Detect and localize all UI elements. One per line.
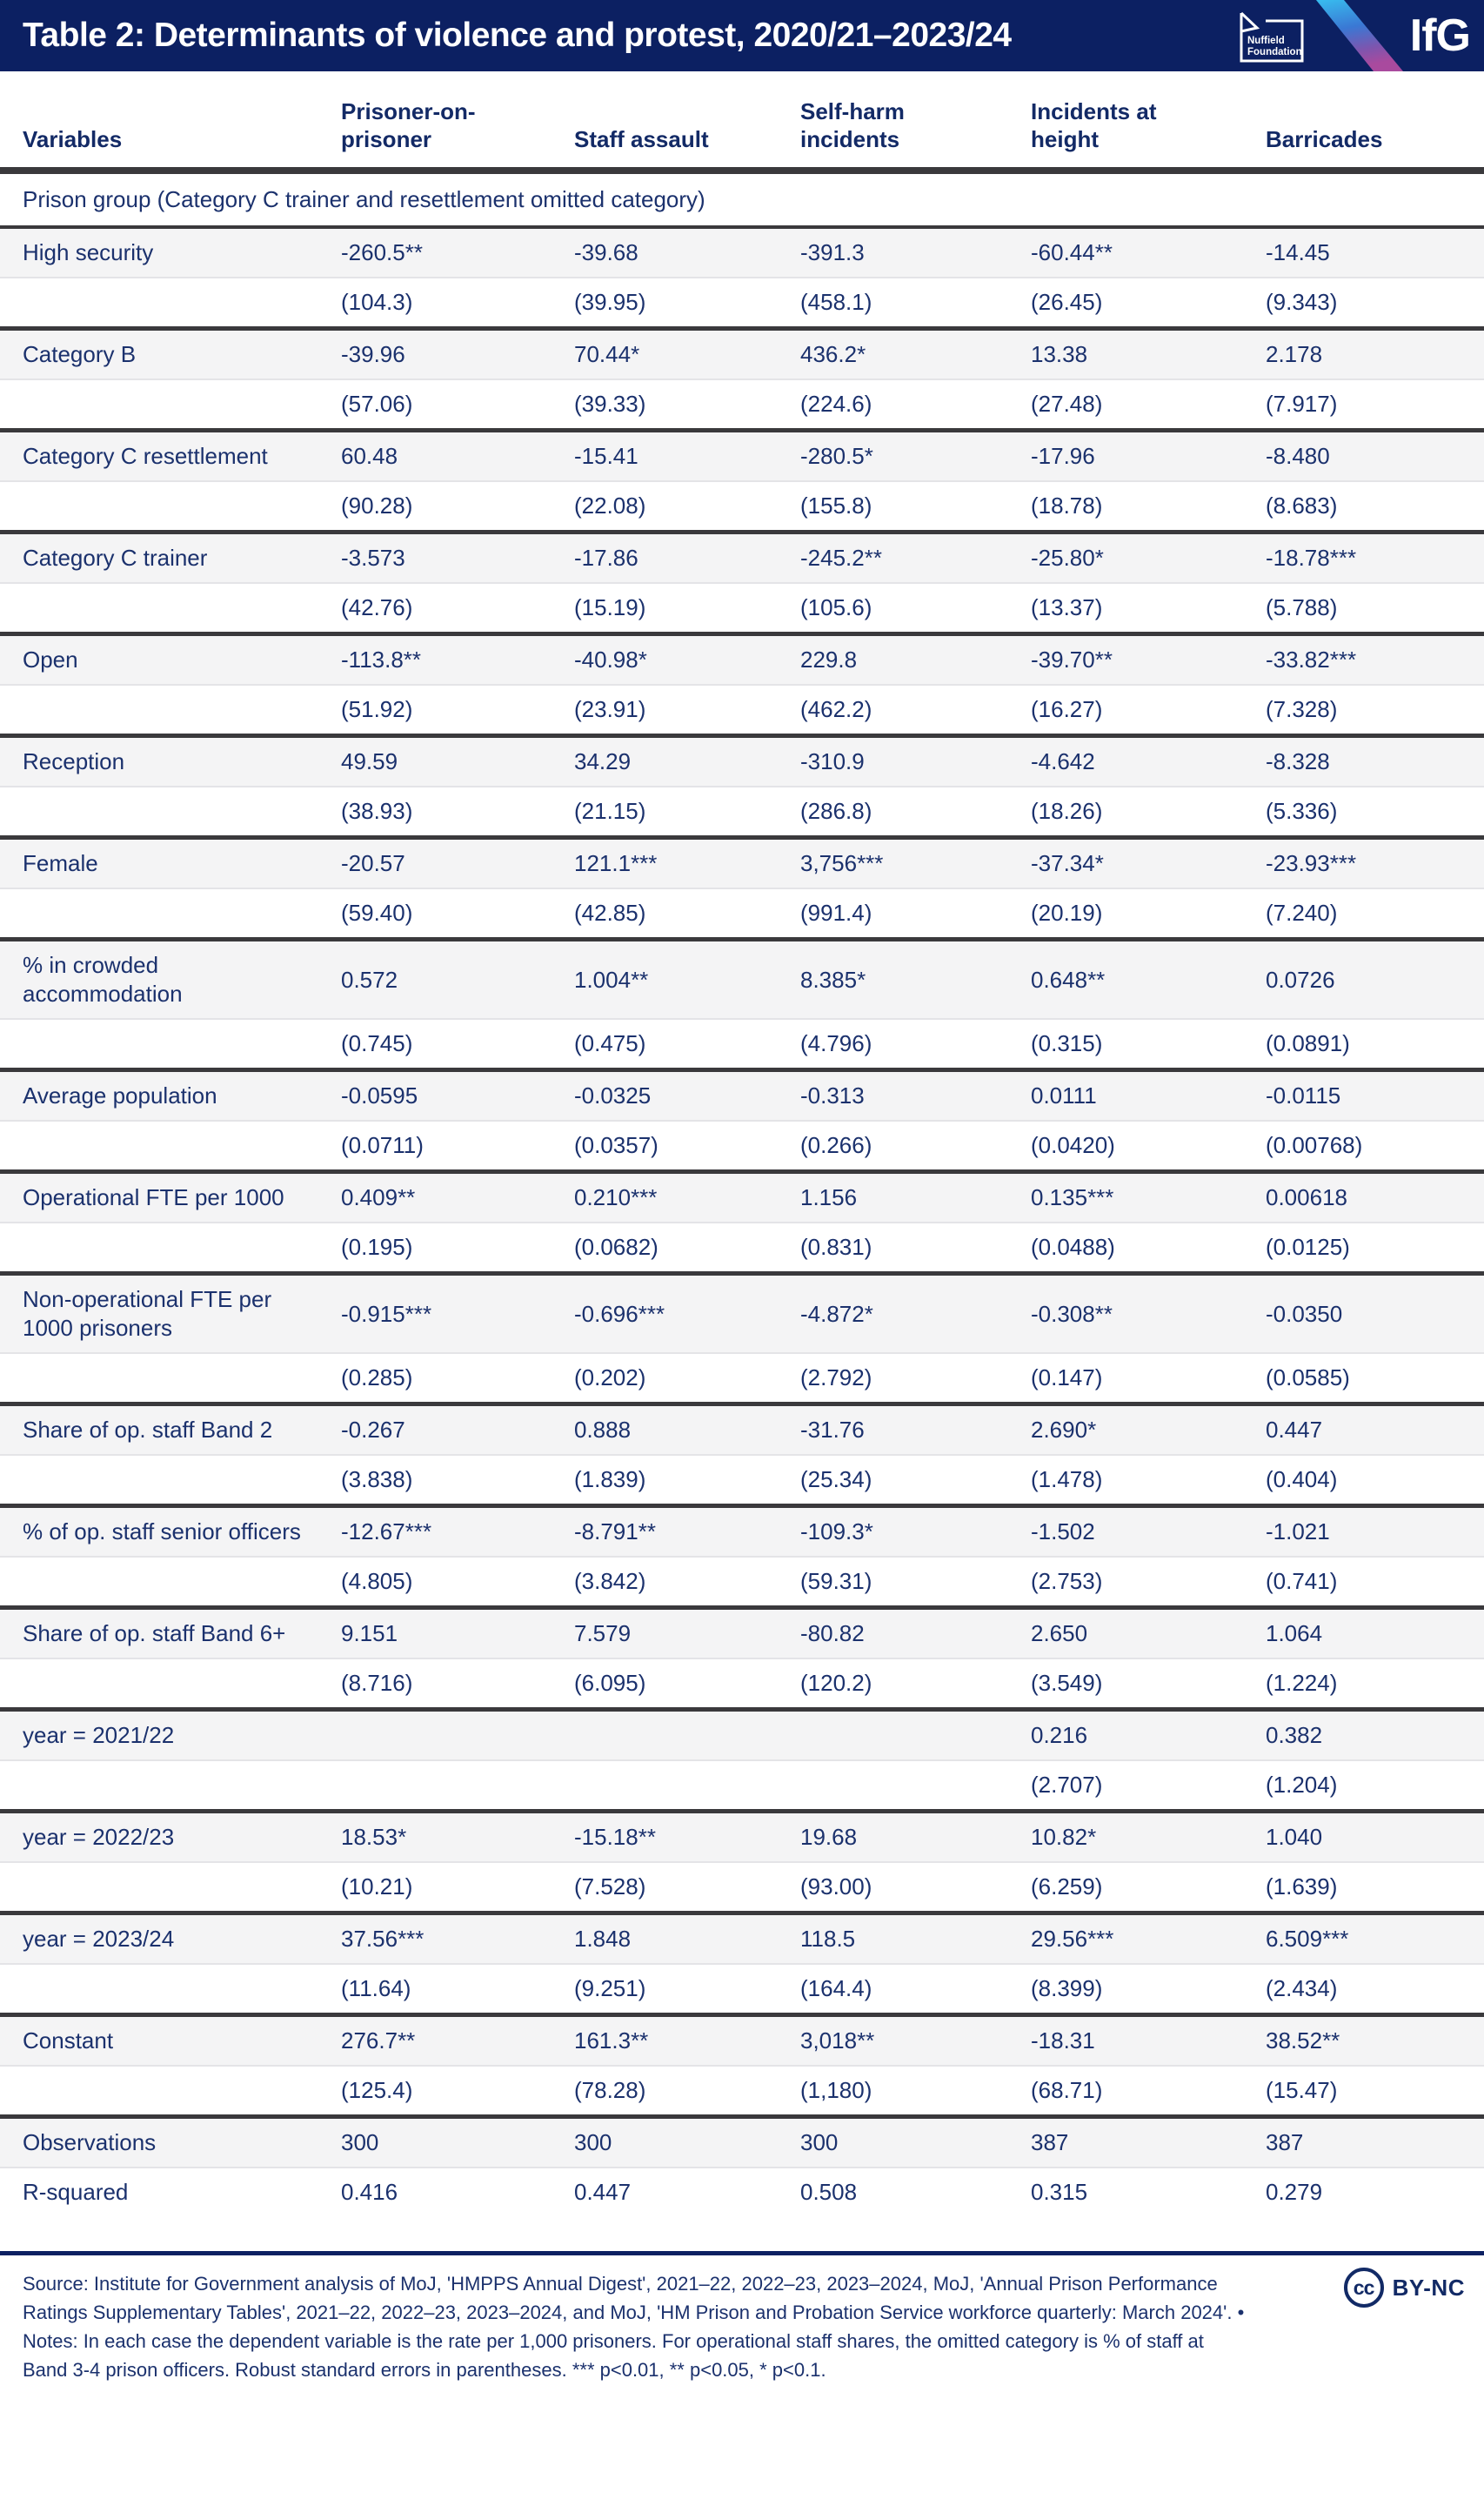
coef-cell: -1.021 bbox=[1245, 1506, 1484, 1558]
coef-cell: -260.5** bbox=[320, 227, 553, 278]
variable-label-empty bbox=[0, 787, 320, 838]
se-cell: (42.85) bbox=[553, 888, 779, 940]
se-cell: (0.831) bbox=[779, 1223, 1010, 1274]
variable-label: year = 2021/22 bbox=[0, 1710, 320, 1761]
variable-label: % in crowded accommodation bbox=[0, 940, 320, 1020]
variable-label: Category C trainer bbox=[0, 533, 320, 584]
summary-value: 387 bbox=[1010, 2117, 1245, 2168]
coef-cell: -109.3* bbox=[779, 1506, 1010, 1558]
coef-cell: 0.447 bbox=[1245, 1404, 1484, 1456]
table-row bbox=[0, 1913, 1484, 1965]
se-cell: (2.707) bbox=[1010, 1760, 1245, 1812]
se-row bbox=[0, 2066, 1484, 2117]
variable-label-empty bbox=[0, 1223, 320, 1274]
se-cell: (0.195) bbox=[320, 1223, 553, 1274]
se-cell: (0.315) bbox=[1010, 1019, 1245, 1070]
se-cell: (0.285) bbox=[320, 1353, 553, 1404]
coef-cell: 3,756*** bbox=[779, 838, 1010, 889]
coef-cell: -39.96 bbox=[320, 329, 553, 380]
se-cell: (155.8) bbox=[779, 481, 1010, 533]
variable-label-empty bbox=[0, 1862, 320, 1913]
se-cell: (8.683) bbox=[1245, 481, 1484, 533]
logo-group bbox=[1238, 0, 1470, 71]
variable-label-empty bbox=[0, 278, 320, 329]
table-row bbox=[0, 736, 1484, 787]
table-row bbox=[0, 838, 1484, 889]
coef-cell: -18.31 bbox=[1010, 2015, 1245, 2067]
coef-cell: 1.848 bbox=[553, 1913, 779, 1965]
table-row bbox=[0, 1172, 1484, 1223]
coef-cell: -60.44** bbox=[1010, 227, 1245, 278]
se-cell: (38.93) bbox=[320, 787, 553, 838]
summary-value: 0.279 bbox=[1245, 2168, 1484, 2216]
se-cell: (59.31) bbox=[779, 1557, 1010, 1608]
coef-cell: 8.385* bbox=[779, 940, 1010, 1020]
table-row bbox=[0, 1812, 1484, 1863]
se-cell: (458.1) bbox=[779, 278, 1010, 329]
observations-row bbox=[0, 2117, 1484, 2168]
coef-cell: 6.509*** bbox=[1245, 1913, 1484, 1965]
se-cell: (5.336) bbox=[1245, 787, 1484, 838]
coef-cell: 0.888 bbox=[553, 1404, 779, 1456]
coef-cell: -1.502 bbox=[1010, 1506, 1245, 1558]
coef-cell: -4.642 bbox=[1010, 736, 1245, 787]
se-cell: (286.8) bbox=[779, 787, 1010, 838]
table-body bbox=[0, 171, 1484, 2216]
se-cell: (13.37) bbox=[1010, 583, 1245, 634]
coef-cell bbox=[553, 1710, 779, 1761]
coef-cell: -4.872* bbox=[779, 1274, 1010, 1354]
coef-cell: -0.0595 bbox=[320, 1070, 553, 1122]
se-cell: (224.6) bbox=[779, 379, 1010, 431]
coef-cell: -80.82 bbox=[779, 1608, 1010, 1659]
coef-cell: 38.52** bbox=[1245, 2015, 1484, 2067]
variable-label-empty bbox=[0, 1964, 320, 2015]
footer bbox=[0, 2255, 1484, 2414]
section-row bbox=[0, 171, 1484, 227]
se-cell: (0.00768) bbox=[1245, 1121, 1484, 1172]
se-cell: (6.095) bbox=[553, 1658, 779, 1710]
se-row bbox=[0, 1760, 1484, 1812]
variable-label: Category C resettlement bbox=[0, 431, 320, 482]
se-cell: (23.91) bbox=[553, 685, 779, 736]
se-cell: (462.2) bbox=[779, 685, 1010, 736]
variable-label: Female bbox=[0, 838, 320, 889]
se-row bbox=[0, 1019, 1484, 1070]
variable-label: High security bbox=[0, 227, 320, 278]
coef-cell: -310.9 bbox=[779, 736, 1010, 787]
table-row bbox=[0, 634, 1484, 686]
coef-cell: 1.040 bbox=[1245, 1812, 1484, 1863]
se-cell: (18.78) bbox=[1010, 481, 1245, 533]
table-row bbox=[0, 227, 1484, 278]
coef-cell: -18.78*** bbox=[1245, 533, 1484, 584]
coef-cell: -0.313 bbox=[779, 1070, 1010, 1122]
coef-cell: 0.648** bbox=[1010, 940, 1245, 1020]
se-cell: (120.2) bbox=[779, 1658, 1010, 1710]
coef-cell: 37.56*** bbox=[320, 1913, 553, 1965]
se-cell: (7.528) bbox=[553, 1862, 779, 1913]
coef-cell: 0.00618 bbox=[1245, 1172, 1484, 1223]
summary-label: Observations bbox=[0, 2117, 320, 2168]
cc-icon: cc bbox=[1344, 2268, 1384, 2308]
nuffield-logo-text-1: Nuffield bbox=[1247, 36, 1285, 46]
se-cell: (105.6) bbox=[779, 583, 1010, 634]
se-cell: (39.95) bbox=[553, 278, 779, 329]
variable-label: Share of op. staff Band 6+ bbox=[0, 1608, 320, 1659]
se-cell: (15.19) bbox=[553, 583, 779, 634]
coef-cell: -17.86 bbox=[553, 533, 779, 584]
coef-cell bbox=[779, 1710, 1010, 1761]
se-cell: (1.478) bbox=[1010, 1455, 1245, 1506]
coef-cell: 436.2* bbox=[779, 329, 1010, 380]
coef-cell: -39.68 bbox=[553, 227, 779, 278]
variable-label-empty bbox=[0, 685, 320, 736]
source-note: Source: Institute for Government analysis of MoJ, 'HMPPS Annual Digest', 2021–22, 2022–23, 2023–2024, MoJ, 'Annual Prison Performance Ratings Supplementary Tables', 2021–22, 2022–23, 2023–2024, and MoJ, 'HM Prison and Probation Service workforce quarterly: March 2024'. • Notes: In each case the dependent variable is the rate per 1,000 prisoners. For operational staff shares, the omitted category is % of staff at Band 3-4 prison officers. Robust standard errors in parentheses. *** p<0.01, ** p<0.05, * p<0.1. bbox=[23, 2273, 1245, 2381]
se-cell: (9.251) bbox=[553, 1964, 779, 2015]
column-header-self-harm-incidents: Self-harm incidents bbox=[779, 71, 1010, 171]
coef-cell: 0.210*** bbox=[553, 1172, 779, 1223]
coef-cell: 60.48 bbox=[320, 431, 553, 482]
variable-label: Average population bbox=[0, 1070, 320, 1122]
coef-cell: -12.67*** bbox=[320, 1506, 553, 1558]
column-header-incidents-at-height: Incidents at height bbox=[1010, 71, 1245, 171]
coef-cell: 2.650 bbox=[1010, 1608, 1245, 1659]
se-cell: (4.796) bbox=[779, 1019, 1010, 1070]
se-cell bbox=[320, 1760, 553, 1812]
summary-label: R-squared bbox=[0, 2168, 320, 2216]
se-cell: (0.0488) bbox=[1010, 1223, 1245, 1274]
se-cell: (1.839) bbox=[553, 1455, 779, 1506]
variable-label: % of op. staff senior officers bbox=[0, 1506, 320, 1558]
se-cell: (78.28) bbox=[553, 2066, 779, 2117]
coef-cell: 0.382 bbox=[1245, 1710, 1484, 1761]
regression-table bbox=[0, 71, 1484, 2216]
variable-label-empty bbox=[0, 481, 320, 533]
coef-cell: 1.064 bbox=[1245, 1608, 1484, 1659]
se-cell: (11.64) bbox=[320, 1964, 553, 2015]
se-cell: (27.48) bbox=[1010, 379, 1245, 431]
coef-cell: 70.44* bbox=[553, 329, 779, 380]
se-cell: (0.0357) bbox=[553, 1121, 779, 1172]
coef-cell: -23.93*** bbox=[1245, 838, 1484, 889]
variable-label: Constant bbox=[0, 2015, 320, 2067]
coef-cell: -0.0350 bbox=[1245, 1274, 1484, 1354]
se-cell: (1.204) bbox=[1245, 1760, 1484, 1812]
brand-stripe bbox=[1307, 0, 1408, 71]
variable-label: Non-operational FTE per 1000 prisoners bbox=[0, 1274, 320, 1354]
coef-cell: -20.57 bbox=[320, 838, 553, 889]
summary-value: 0.315 bbox=[1010, 2168, 1245, 2216]
table-row bbox=[0, 1070, 1484, 1122]
coef-cell: -31.76 bbox=[779, 1404, 1010, 1456]
se-row bbox=[0, 1121, 1484, 1172]
se-cell: (25.34) bbox=[779, 1455, 1010, 1506]
variable-label-empty bbox=[0, 379, 320, 431]
coef-cell: 13.38 bbox=[1010, 329, 1245, 380]
variable-label-empty bbox=[0, 583, 320, 634]
coef-cell: -0.267 bbox=[320, 1404, 553, 1456]
se-cell: (0.0711) bbox=[320, 1121, 553, 1172]
se-cell: (7.328) bbox=[1245, 685, 1484, 736]
table-row bbox=[0, 1608, 1484, 1659]
coef-cell: -25.80* bbox=[1010, 533, 1245, 584]
coef-cell: 19.68 bbox=[779, 1812, 1010, 1863]
nuffield-logo-text-2: Foundation bbox=[1247, 47, 1302, 57]
se-cell: (1.224) bbox=[1245, 1658, 1484, 1710]
coef-cell: 1.004** bbox=[553, 940, 779, 1020]
se-cell: (22.08) bbox=[553, 481, 779, 533]
coef-cell: 9.151 bbox=[320, 1608, 553, 1659]
se-row bbox=[0, 1455, 1484, 1506]
se-cell: (0.202) bbox=[553, 1353, 779, 1404]
se-cell: (2.792) bbox=[779, 1353, 1010, 1404]
se-row bbox=[0, 888, 1484, 940]
table-row bbox=[0, 1274, 1484, 1354]
coef-cell: 161.3** bbox=[553, 2015, 779, 2067]
variable-label: Reception bbox=[0, 736, 320, 787]
variable-label-empty bbox=[0, 2066, 320, 2117]
variable-label-empty bbox=[0, 1121, 320, 1172]
column-header-staff-assault: Staff assault bbox=[553, 71, 779, 171]
se-cell: (42.76) bbox=[320, 583, 553, 634]
coef-cell: -280.5* bbox=[779, 431, 1010, 482]
summary-value: 0.508 bbox=[779, 2168, 1010, 2216]
header-row bbox=[0, 71, 1484, 171]
se-cell: (51.92) bbox=[320, 685, 553, 736]
coef-cell: 0.409** bbox=[320, 1172, 553, 1223]
se-cell: (16.27) bbox=[1010, 685, 1245, 736]
variable-label-empty bbox=[0, 1019, 320, 1070]
se-cell: (7.917) bbox=[1245, 379, 1484, 431]
se-row bbox=[0, 481, 1484, 533]
se-cell: (21.15) bbox=[553, 787, 779, 838]
coef-cell: 0.572 bbox=[320, 940, 553, 1020]
coef-cell: -15.41 bbox=[553, 431, 779, 482]
coef-cell: 118.5 bbox=[779, 1913, 1010, 1965]
se-row bbox=[0, 278, 1484, 329]
se-cell: (0.741) bbox=[1245, 1557, 1484, 1608]
coef-cell: 34.29 bbox=[553, 736, 779, 787]
se-cell: (57.06) bbox=[320, 379, 553, 431]
se-cell: (15.47) bbox=[1245, 2066, 1484, 2117]
se-row bbox=[0, 1557, 1484, 1608]
coef-cell: -8.480 bbox=[1245, 431, 1484, 482]
se-cell: (26.45) bbox=[1010, 278, 1245, 329]
column-header-barricades: Barricades bbox=[1245, 71, 1484, 171]
variable-label-empty bbox=[0, 1658, 320, 1710]
se-cell: (8.399) bbox=[1010, 1964, 1245, 2015]
se-cell: (164.4) bbox=[779, 1964, 1010, 2015]
se-cell: (7.240) bbox=[1245, 888, 1484, 940]
se-cell: (0.0125) bbox=[1245, 1223, 1484, 1274]
coef-cell: -0.915*** bbox=[320, 1274, 553, 1354]
cc-by-nc-badge bbox=[1344, 2268, 1465, 2308]
table-row bbox=[0, 1710, 1484, 1761]
se-cell: (0.0682) bbox=[553, 1223, 779, 1274]
variable-label-empty bbox=[0, 1455, 320, 1506]
summary-value: 0.416 bbox=[320, 2168, 553, 2216]
coef-cell: 0.0111 bbox=[1010, 1070, 1245, 1122]
se-cell: (10.21) bbox=[320, 1862, 553, 1913]
se-cell: (3.842) bbox=[553, 1557, 779, 1608]
coef-cell: 18.53* bbox=[320, 1812, 553, 1863]
column-header-variables: Variables bbox=[0, 71, 320, 171]
table-row bbox=[0, 2015, 1484, 2067]
summary-value: 387 bbox=[1245, 2117, 1484, 2168]
se-cell bbox=[553, 1760, 779, 1812]
variable-label: Operational FTE per 1000 bbox=[0, 1172, 320, 1223]
se-cell: (4.805) bbox=[320, 1557, 553, 1608]
se-cell: (125.4) bbox=[320, 2066, 553, 2117]
coef-cell: -40.98* bbox=[553, 634, 779, 686]
se-row bbox=[0, 787, 1484, 838]
column-header-prisoner-on-prisoner: Prisoner-on-prisoner bbox=[320, 71, 553, 171]
se-cell: (39.33) bbox=[553, 379, 779, 431]
se-cell: (59.40) bbox=[320, 888, 553, 940]
coef-cell: -3.573 bbox=[320, 533, 553, 584]
summary-value: 300 bbox=[779, 2117, 1010, 2168]
coef-cell: -0.0325 bbox=[553, 1070, 779, 1122]
se-cell: (1.639) bbox=[1245, 1862, 1484, 1913]
coef-cell: -37.34* bbox=[1010, 838, 1245, 889]
table-row bbox=[0, 431, 1484, 482]
se-cell: (20.19) bbox=[1010, 888, 1245, 940]
coef-cell: 10.82* bbox=[1010, 1812, 1245, 1863]
se-cell: (0.404) bbox=[1245, 1455, 1484, 1506]
coef-cell: 3,018** bbox=[779, 2015, 1010, 2067]
se-row bbox=[0, 1223, 1484, 1274]
coef-cell: 49.59 bbox=[320, 736, 553, 787]
se-cell: (2.434) bbox=[1245, 1964, 1484, 2015]
se-cell: (8.716) bbox=[320, 1658, 553, 1710]
se-cell: (991.4) bbox=[779, 888, 1010, 940]
se-cell: (2.753) bbox=[1010, 1557, 1245, 1608]
se-cell: (90.28) bbox=[320, 481, 553, 533]
variable-label: year = 2023/24 bbox=[0, 1913, 320, 1965]
se-cell: (0.745) bbox=[320, 1019, 553, 1070]
table-row bbox=[0, 533, 1484, 584]
summary-value: 300 bbox=[553, 2117, 779, 2168]
variable-label: Category B bbox=[0, 329, 320, 380]
se-cell: (3.838) bbox=[320, 1455, 553, 1506]
cc-license-label: BY-NC bbox=[1392, 2274, 1465, 2301]
se-cell: (93.00) bbox=[779, 1862, 1010, 1913]
se-cell: (104.3) bbox=[320, 278, 553, 329]
coef-cell: -0.0115 bbox=[1245, 1070, 1484, 1122]
coef-cell: 276.7** bbox=[320, 2015, 553, 2067]
coef-cell: -33.82*** bbox=[1245, 634, 1484, 686]
coef-cell: -14.45 bbox=[1245, 227, 1484, 278]
se-cell: (68.71) bbox=[1010, 2066, 1245, 2117]
coef-cell: -39.70** bbox=[1010, 634, 1245, 686]
variable-label-empty bbox=[0, 1760, 320, 1812]
nuffield-foundation-logo bbox=[1238, 10, 1306, 64]
r-squared-row bbox=[0, 2168, 1484, 2216]
coef-cell: -113.8** bbox=[320, 634, 553, 686]
coef-cell: 29.56*** bbox=[1010, 1913, 1245, 1965]
ifg-logo: IfG bbox=[1409, 10, 1470, 61]
coef-cell: 121.1*** bbox=[553, 838, 779, 889]
se-row bbox=[0, 1964, 1484, 2015]
coef-cell: -245.2** bbox=[779, 533, 1010, 584]
page-title: Table 2: Determinants of violence and protest, 2020/21–2023/24 bbox=[23, 17, 1012, 54]
coef-cell: -15.18** bbox=[553, 1812, 779, 1863]
coef-cell: 0.135*** bbox=[1010, 1172, 1245, 1223]
se-cell: (9.343) bbox=[1245, 278, 1484, 329]
table-header bbox=[0, 71, 1484, 171]
se-row bbox=[0, 1658, 1484, 1710]
coef-cell: -391.3 bbox=[779, 227, 1010, 278]
coef-cell: 2.178 bbox=[1245, 329, 1484, 380]
coef-cell: 0.0726 bbox=[1245, 940, 1484, 1020]
coef-cell: 229.8 bbox=[779, 634, 1010, 686]
coef-cell: -0.696*** bbox=[553, 1274, 779, 1354]
section-header: Prison group (Category C trainer and resettlement omitted category) bbox=[0, 171, 1484, 227]
variable-label-empty bbox=[0, 888, 320, 940]
coef-cell: -8.328 bbox=[1245, 736, 1484, 787]
table-row bbox=[0, 940, 1484, 1020]
table-row bbox=[0, 1506, 1484, 1558]
coef-cell: -8.791** bbox=[553, 1506, 779, 1558]
variable-label: year = 2022/23 bbox=[0, 1812, 320, 1863]
coef-cell: 7.579 bbox=[553, 1608, 779, 1659]
variable-label-empty bbox=[0, 1353, 320, 1404]
table-row bbox=[0, 329, 1484, 380]
title-banner bbox=[0, 0, 1484, 71]
se-row bbox=[0, 1353, 1484, 1404]
se-cell: (0.0420) bbox=[1010, 1121, 1245, 1172]
coef-cell: 1.156 bbox=[779, 1172, 1010, 1223]
se-cell: (0.0585) bbox=[1245, 1353, 1484, 1404]
variable-label-empty bbox=[0, 1557, 320, 1608]
summary-value: 300 bbox=[320, 2117, 553, 2168]
se-cell: (0.147) bbox=[1010, 1353, 1245, 1404]
se-cell: (0.475) bbox=[553, 1019, 779, 1070]
se-cell: (6.259) bbox=[1010, 1862, 1245, 1913]
coef-cell: -17.96 bbox=[1010, 431, 1245, 482]
se-row bbox=[0, 1862, 1484, 1913]
variable-label: Share of op. staff Band 2 bbox=[0, 1404, 320, 1456]
coef-cell: 0.216 bbox=[1010, 1710, 1245, 1761]
summary-value: 0.447 bbox=[553, 2168, 779, 2216]
se-row bbox=[0, 379, 1484, 431]
se-cell: (18.26) bbox=[1010, 787, 1245, 838]
se-row bbox=[0, 685, 1484, 736]
coef-cell bbox=[320, 1710, 553, 1761]
coef-cell: 2.690* bbox=[1010, 1404, 1245, 1456]
se-row bbox=[0, 583, 1484, 634]
se-cell: (3.549) bbox=[1010, 1658, 1245, 1710]
se-cell: (5.788) bbox=[1245, 583, 1484, 634]
se-cell: (0.266) bbox=[779, 1121, 1010, 1172]
table-row bbox=[0, 1404, 1484, 1456]
variable-label: Open bbox=[0, 634, 320, 686]
se-cell: (0.0891) bbox=[1245, 1019, 1484, 1070]
se-cell bbox=[779, 1760, 1010, 1812]
se-cell: (1,180) bbox=[779, 2066, 1010, 2117]
coef-cell: -0.308** bbox=[1010, 1274, 1245, 1354]
